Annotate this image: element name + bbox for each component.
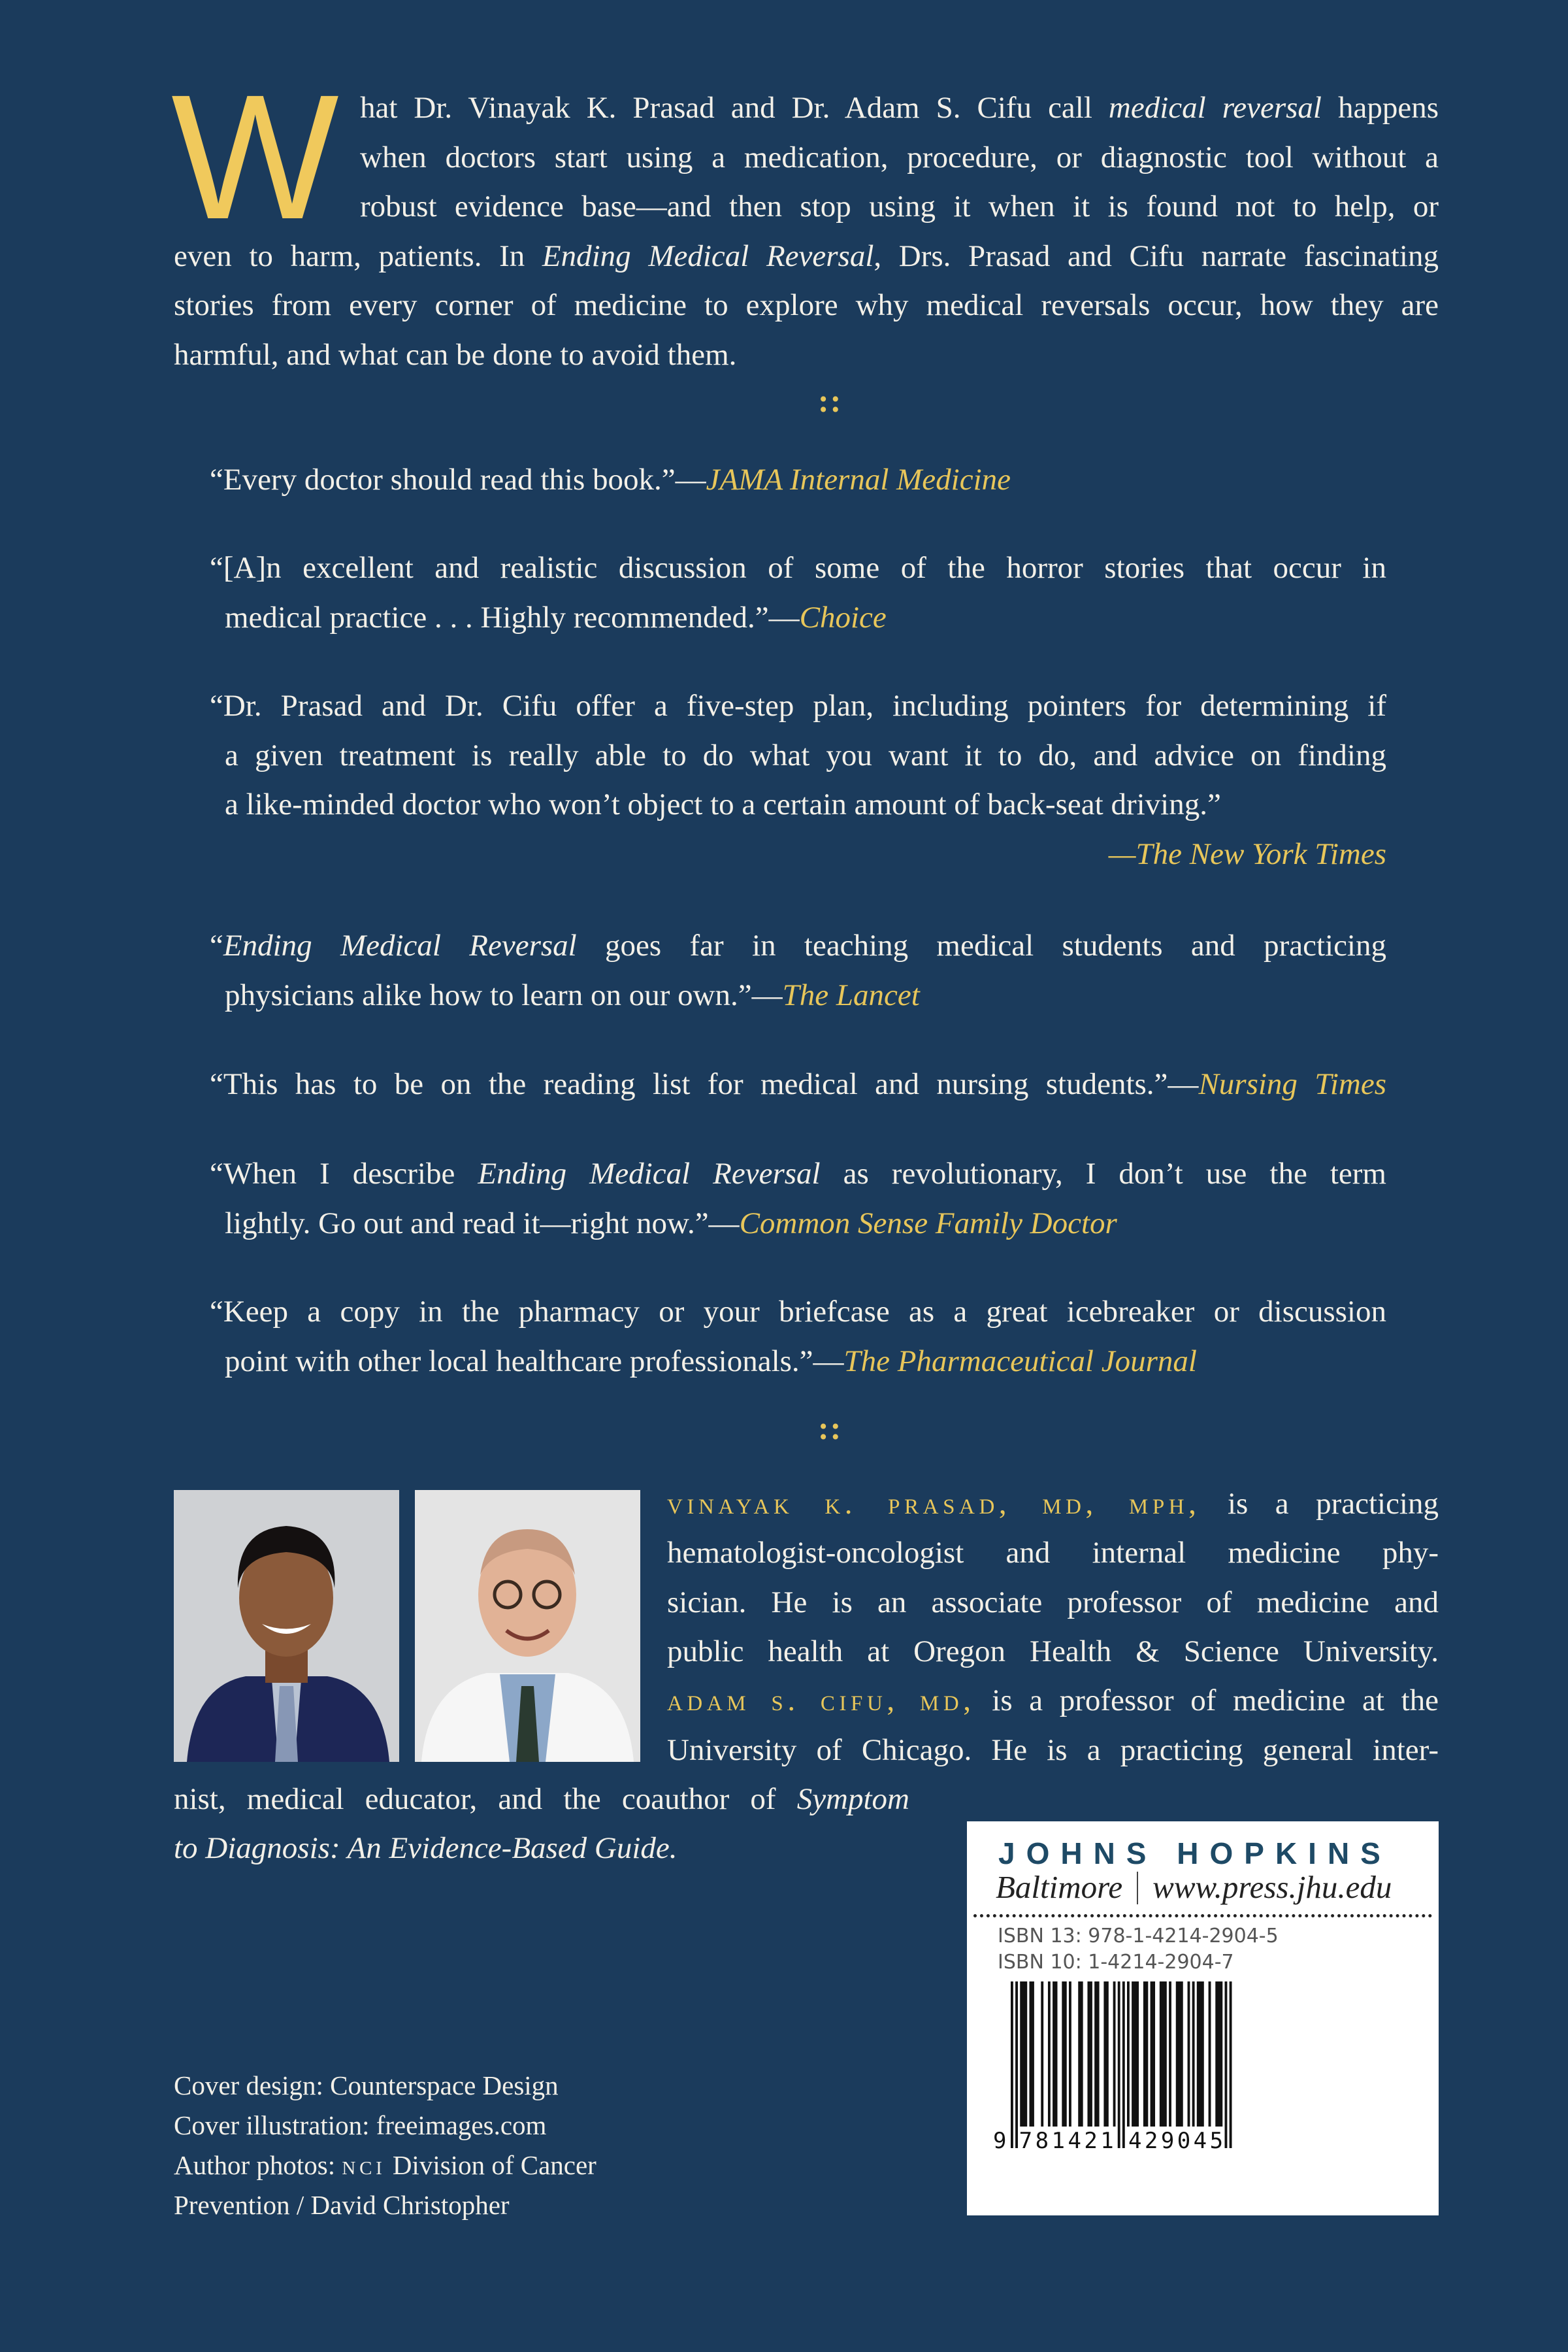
text-run: physicians alike how to learn on our own.”— bbox=[225, 978, 783, 1012]
barcode-digit: 9 bbox=[993, 2128, 1007, 2154]
quote-line bbox=[210, 1287, 1386, 1336]
barcode-bar bbox=[1118, 1981, 1120, 2148]
intro-line bbox=[174, 281, 1439, 330]
text-run: a like-minded doctor who won’t object to a certain amount of back-seat driving.” bbox=[225, 787, 1221, 822]
dotted-divider bbox=[973, 1914, 1432, 1917]
credit-line bbox=[174, 2066, 762, 2106]
text-run: robust evidence base—and then stop using it when it is found not to help, or bbox=[360, 190, 1439, 224]
quote-source: Common Sense Family Doctor bbox=[739, 1206, 1117, 1240]
barcode-bar bbox=[1081, 1981, 1083, 2127]
publisher-barcode-box bbox=[967, 1821, 1439, 2215]
text-run: “Every doctor should read this book.”— bbox=[210, 463, 706, 497]
text-run: is a practicing bbox=[1200, 1487, 1439, 1521]
author-name: vinayak k. prasad, md, mph, bbox=[667, 1487, 1201, 1521]
barcode-bar bbox=[1160, 1981, 1162, 2127]
publisher-location-url bbox=[996, 1868, 1392, 1906]
barcode-bar bbox=[1024, 1981, 1027, 2127]
barcode-bar bbox=[1215, 1981, 1218, 2127]
barcode-bar bbox=[1209, 1981, 1211, 2127]
barcode-bar bbox=[1078, 1981, 1081, 2127]
text-run: harmful, and what can be done to avoid them. bbox=[174, 337, 737, 372]
text-run: Cover design: Counterspace Design bbox=[174, 2070, 559, 2100]
intro-line bbox=[360, 84, 1439, 133]
barcode-bar bbox=[1197, 1981, 1200, 2127]
text-run: hematologist-oncologist and internal medicine phy- bbox=[667, 1536, 1439, 1570]
barcode-bar bbox=[1230, 1981, 1232, 2148]
barcode-bar bbox=[1048, 1981, 1051, 2127]
quote-source: Nursing Times bbox=[1198, 1067, 1387, 1101]
publisher-url[interactable]: www.press.jhu.edu bbox=[1152, 1869, 1392, 1905]
isbn-13: ISBN 13: 978-1-4214-2904-5 bbox=[998, 1925, 1279, 1947]
quote-line bbox=[210, 544, 1386, 593]
text-run: “This has to be on the reading list for medical and nursing students.”— bbox=[210, 1067, 1199, 1101]
barcode-digit: 2 bbox=[1144, 2128, 1158, 2154]
quote-line bbox=[210, 682, 1386, 731]
quote-source: The Pharmaceutical Journal bbox=[843, 1344, 1197, 1378]
text-run: University of Chicago. He is a practicing general inter- bbox=[667, 1732, 1439, 1767]
text-run: public health at Oregon Health & Science University. bbox=[667, 1634, 1439, 1668]
barcode-digit: 2 bbox=[1084, 2128, 1098, 2154]
text-run: as revolutionary, I don’t use the term bbox=[820, 1157, 1386, 1191]
intro-line bbox=[174, 232, 1439, 281]
quote-line bbox=[225, 731, 1386, 780]
author-name: adam s. cifu, md, bbox=[667, 1683, 975, 1718]
barcode-bar bbox=[1103, 1981, 1106, 2127]
barcode-digit: 4 bbox=[1128, 2128, 1142, 2154]
barcode-bar bbox=[1143, 1981, 1146, 2127]
text-run: Author photos: bbox=[174, 2150, 342, 2180]
barcode-bar bbox=[1041, 1981, 1043, 2127]
barcode-digit: 8 bbox=[1035, 2128, 1049, 2154]
barcode-bar bbox=[1090, 1981, 1092, 2127]
text-run: Cover illustration: freeimages.com bbox=[174, 2110, 547, 2140]
text-run: “When I describe bbox=[210, 1157, 478, 1191]
credit-line bbox=[174, 2106, 762, 2145]
text-run: lightly. Go out and read it—right now.”— bbox=[225, 1206, 740, 1240]
bio-line bbox=[667, 1529, 1439, 1578]
text-run: Ending Medical Reversal bbox=[478, 1157, 821, 1191]
quote-line bbox=[225, 1199, 1386, 1248]
barcode-bar bbox=[1151, 1981, 1153, 2127]
barcode-digit: 4 bbox=[1068, 2128, 1081, 2154]
bio-line bbox=[667, 1578, 1439, 1627]
credit-line bbox=[174, 2145, 762, 2185]
barcode-bar bbox=[1062, 1981, 1064, 2127]
bio-line bbox=[667, 1627, 1439, 1676]
intro-line bbox=[174, 331, 1439, 380]
text-run: sician. He is an associate professor of medicine and bbox=[667, 1585, 1439, 1619]
text-run: is a professor of medicine at the bbox=[975, 1683, 1439, 1718]
bio-line bbox=[667, 1726, 1439, 1775]
barcode-bar bbox=[1199, 1981, 1201, 2127]
text-run: when doctors start using a medication, procedure, or diagnostic tool without a bbox=[360, 140, 1439, 174]
section-separator: :: bbox=[818, 382, 843, 419]
text-run: Ending Medical Reversal bbox=[542, 239, 874, 273]
text-run: a given treatment is really able to do what you want it to do, and advice on finding bbox=[225, 738, 1386, 772]
quote-source: —The New York Times bbox=[1108, 836, 1386, 871]
barcode-bar bbox=[1087, 1981, 1090, 2127]
quote-line bbox=[210, 455, 1386, 505]
quote-line bbox=[210, 921, 1386, 970]
barcode-bar bbox=[1029, 1981, 1032, 2127]
quote-source: The Lancet bbox=[782, 978, 920, 1012]
barcode-bar bbox=[1094, 1981, 1097, 2127]
text-run: even to harm, patients. In bbox=[174, 239, 542, 273]
isbn-10: ISBN 10: 1-4214-2904-7 bbox=[998, 1951, 1234, 1974]
barcode-digit: 1 bbox=[1100, 2128, 1114, 2154]
text-run: “[A]n excellent and realistic discussion of some of the horror stories that occur in bbox=[210, 551, 1386, 585]
text-run: nci bbox=[342, 2150, 386, 2180]
bio-line bbox=[174, 1775, 909, 1824]
barcode-digit: 9 bbox=[1160, 2128, 1175, 2154]
text-run: Division of Cancer bbox=[385, 2150, 596, 2180]
bio-line bbox=[667, 1480, 1439, 1529]
barcode-digit: 0 bbox=[1177, 2128, 1191, 2154]
barcode-bar bbox=[1218, 1981, 1220, 2127]
text-run: “Keep a copy in the pharmacy or your briefcase as a great icebreaker or discussion bbox=[210, 1295, 1386, 1329]
text-run: “ bbox=[210, 929, 223, 963]
text-run: “Dr. Prasad and Dr. Cifu offer a five-step plan, including pointers for determining if bbox=[210, 689, 1386, 723]
barcode-digit: 7 bbox=[1019, 2128, 1033, 2154]
barcode-bar bbox=[1020, 1981, 1022, 2127]
text-run: , Drs. Prasad and Cifu narrate fascinating bbox=[874, 239, 1439, 273]
barcode-digit: 5 bbox=[1209, 2128, 1224, 2154]
barcode-bar bbox=[1176, 1981, 1179, 2127]
text-run: Prevention / David Christopher bbox=[174, 2190, 510, 2220]
barcode-bar bbox=[1011, 1981, 1013, 2148]
barcode-bar bbox=[1162, 1981, 1164, 2127]
publisher-city: Baltimore bbox=[996, 1869, 1123, 1905]
quote-line bbox=[210, 1060, 1386, 1109]
credit-line bbox=[174, 2185, 762, 2225]
barcode bbox=[993, 1981, 1254, 2158]
barcode-bar bbox=[1122, 1981, 1125, 2148]
text-run: stories from every corner of medicine to explore why medical reversals occur, how they are bbox=[174, 288, 1439, 322]
barcode-bar bbox=[1022, 1981, 1025, 2127]
barcode-bar bbox=[1053, 1981, 1055, 2127]
text-run: point with other local healthcare professionals.”— bbox=[225, 1344, 844, 1378]
text-run: Symptom bbox=[796, 1781, 909, 1816]
quote-line bbox=[210, 1150, 1386, 1199]
barcode-bar bbox=[1201, 1981, 1204, 2127]
text-run: goes far in teaching medical students and practicing bbox=[576, 929, 1386, 963]
text-run: medical reversal bbox=[1108, 91, 1322, 125]
barcode-bar bbox=[1188, 1981, 1190, 2127]
barcode-bar bbox=[1181, 1981, 1183, 2127]
author-photo-cifu bbox=[415, 1490, 640, 1762]
barcode-bar bbox=[1127, 1981, 1130, 2127]
author-photo-prasad bbox=[174, 1490, 399, 1762]
barcode-bar bbox=[1113, 1981, 1116, 2127]
barcode-bar bbox=[1220, 1981, 1222, 2127]
intro-line bbox=[360, 133, 1439, 182]
text-run: nist, medical educator, and the coauthor of bbox=[174, 1781, 797, 1816]
quote-source: JAMA Internal Medicine bbox=[706, 463, 1011, 497]
barcode-bar bbox=[1145, 1981, 1148, 2127]
barcode-bar bbox=[1055, 1981, 1058, 2127]
barcode-bar bbox=[1032, 1981, 1034, 2127]
section-separator: :: bbox=[818, 1410, 843, 1446]
drop-cap: W bbox=[171, 58, 339, 256]
text-run: hat Dr. Vinayak K. Prasad and Dr. Adam S. Cifu call bbox=[360, 91, 1109, 125]
text-run: Ending Medical Reversal bbox=[223, 929, 577, 963]
bio-line bbox=[667, 1676, 1439, 1725]
text-run: medical practice . . . Highly recommended.”— bbox=[225, 600, 800, 635]
barcode-bar bbox=[1064, 1981, 1067, 2127]
barcode-bar bbox=[1192, 1981, 1195, 2127]
barcode-bar bbox=[1136, 1981, 1139, 2127]
barcode-bar bbox=[1178, 1981, 1181, 2127]
text-run: to Diagnosis: An Evidence-Based Guide. bbox=[174, 1831, 678, 1866]
barcode-bar bbox=[1069, 1981, 1071, 2127]
quote-line bbox=[225, 1337, 1386, 1386]
barcode-bar bbox=[1164, 1981, 1167, 2127]
barcode-digit: 1 bbox=[1051, 2128, 1066, 2154]
quote-line bbox=[225, 780, 1386, 829]
barcode-bar bbox=[1097, 1981, 1100, 2127]
barcode-bar bbox=[1132, 1981, 1134, 2127]
divider bbox=[1137, 1872, 1138, 1904]
quote-line bbox=[225, 593, 1386, 642]
publisher-name: JOHNS HOPKINS bbox=[998, 1836, 1392, 1870]
barcode-bar bbox=[1152, 1981, 1155, 2127]
text-run: happens bbox=[1321, 91, 1439, 125]
barcode-bar bbox=[1134, 1981, 1137, 2127]
quote-line bbox=[225, 830, 1386, 879]
barcode-bar bbox=[1106, 1981, 1109, 2127]
barcode-digit: 4 bbox=[1193, 2128, 1207, 2154]
barcode-bar bbox=[1015, 1981, 1018, 2148]
barcode-bar bbox=[1169, 1981, 1171, 2127]
bio-line bbox=[174, 1824, 909, 1873]
quote-source: Choice bbox=[799, 600, 887, 635]
barcode-bar bbox=[1225, 1981, 1228, 2148]
quote-line bbox=[225, 971, 1386, 1020]
intro-line bbox=[360, 182, 1439, 231]
